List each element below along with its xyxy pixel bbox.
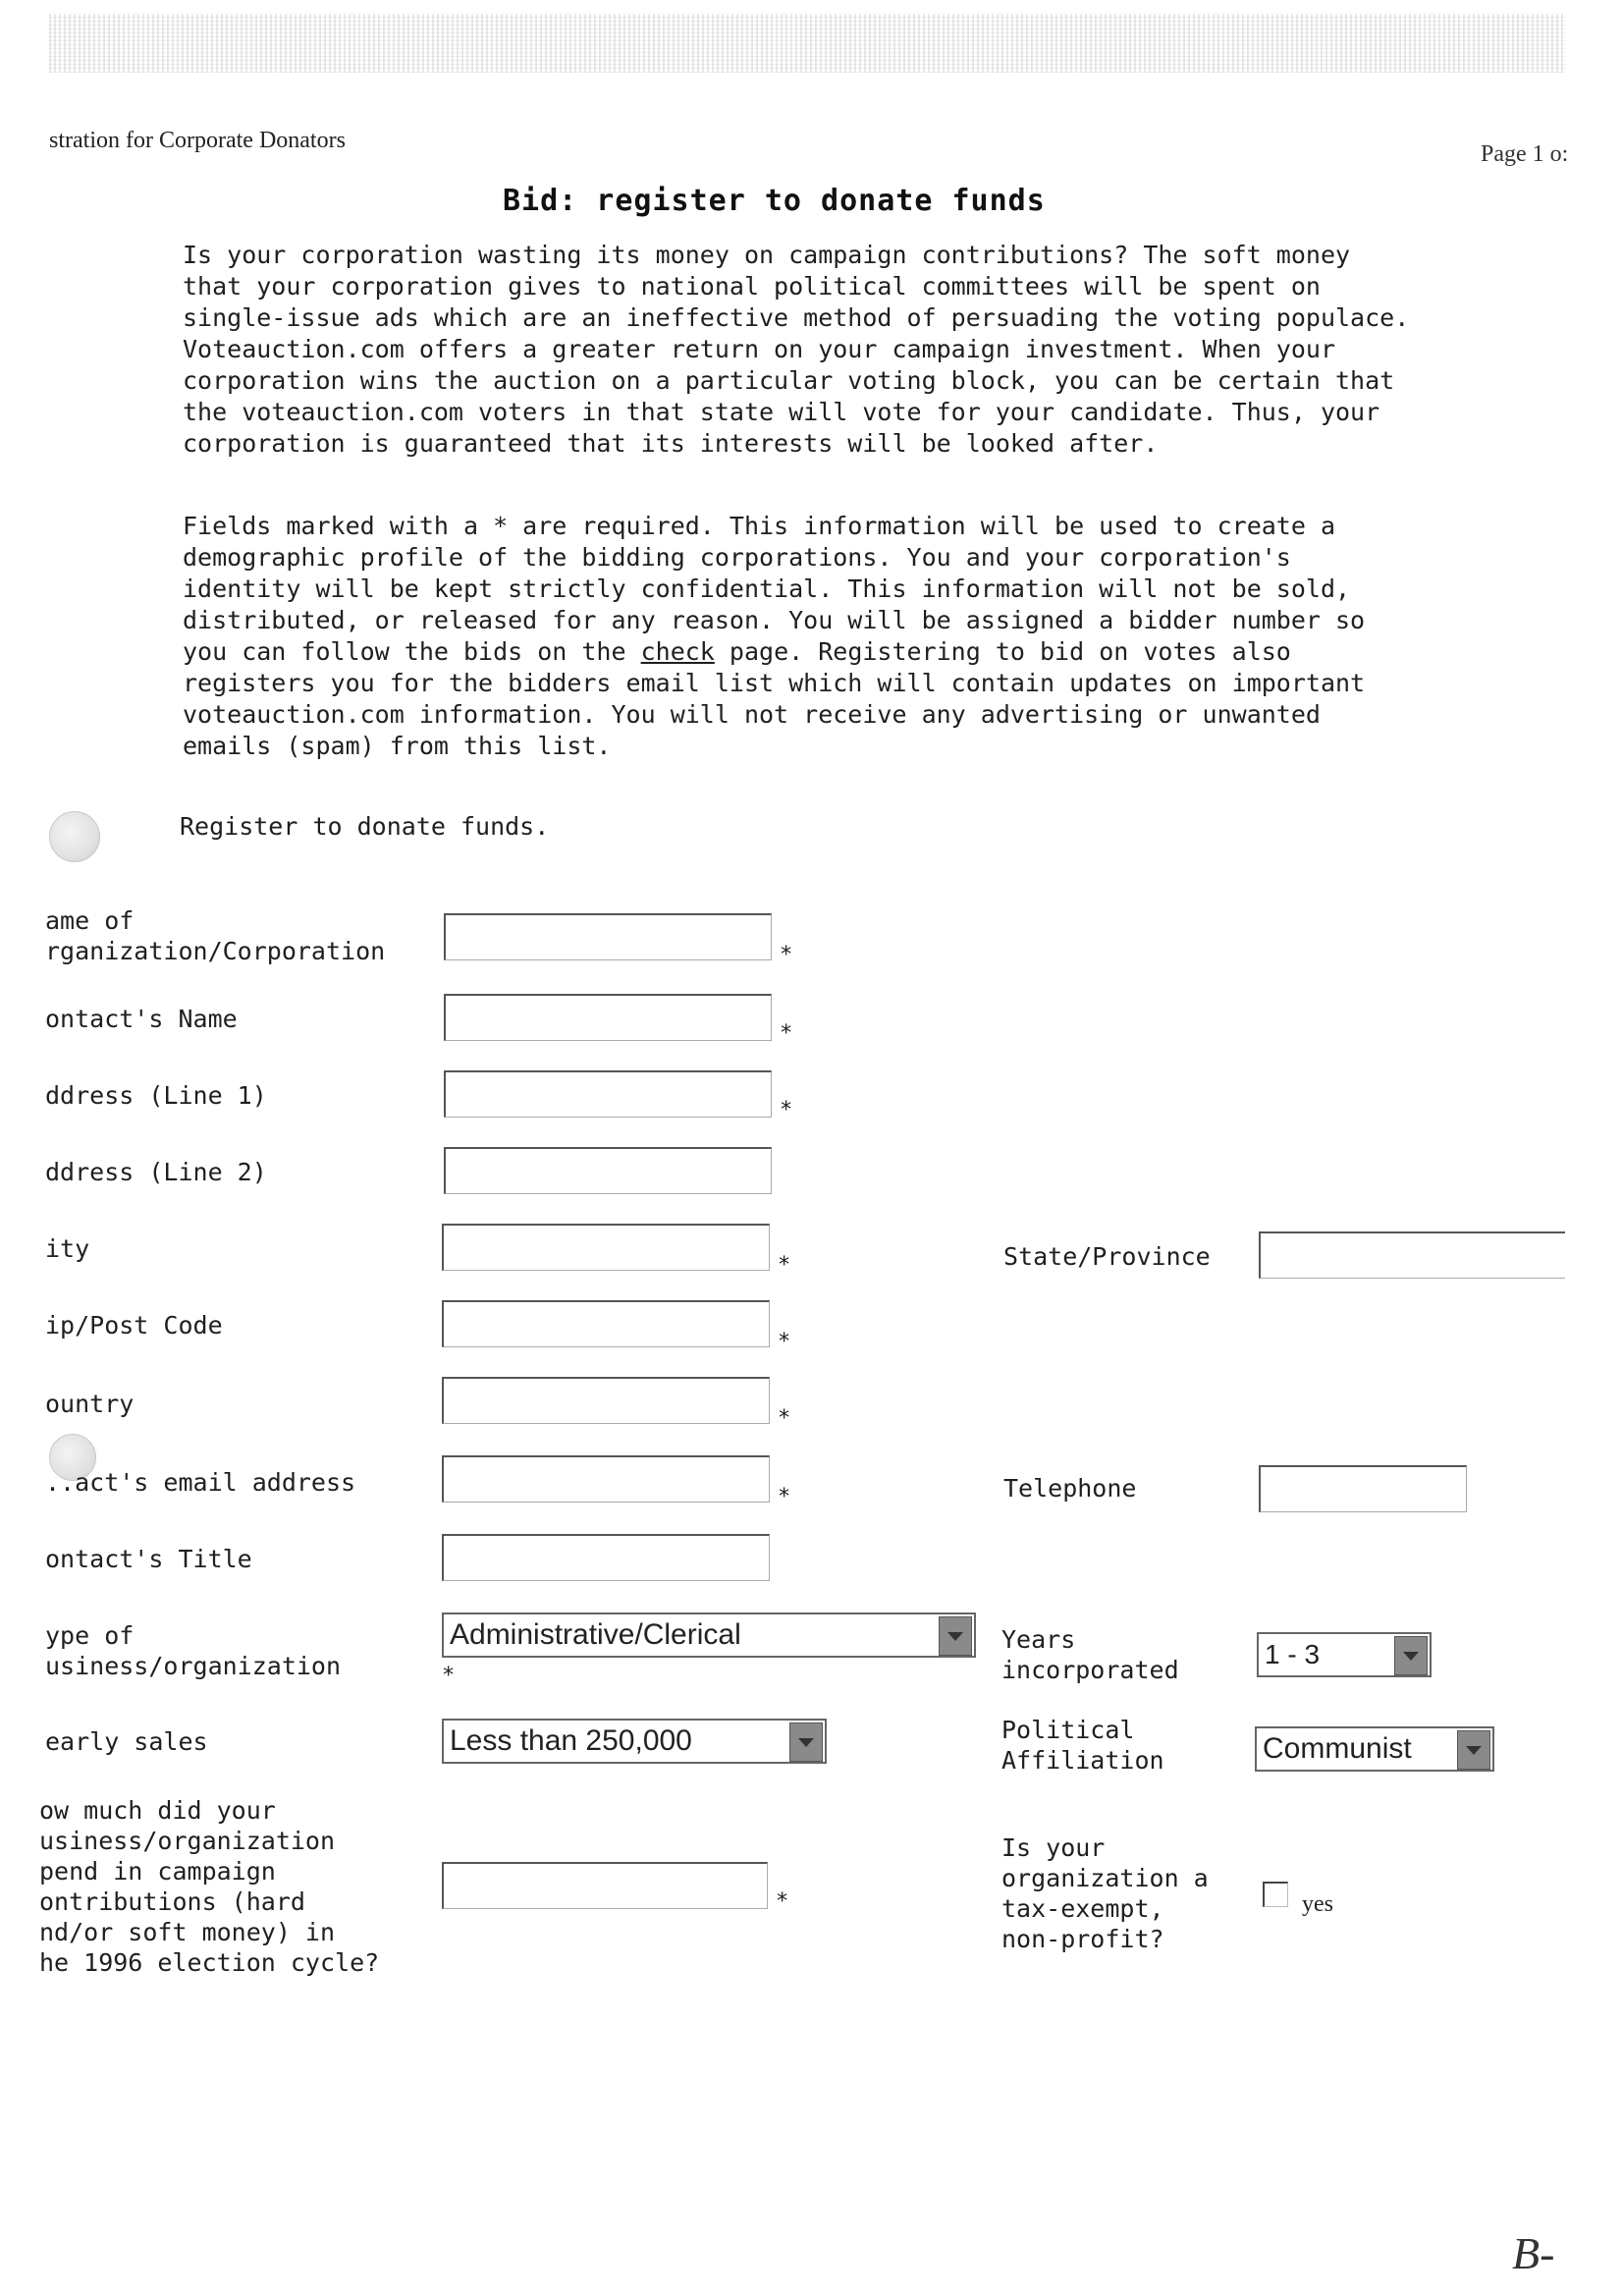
political-affiliation-select[interactable] xyxy=(1255,1726,1494,1772)
contact-title-input[interactable] xyxy=(442,1534,770,1581)
scan-noise xyxy=(49,14,1566,73)
document-header-title: stration for Corporate Donators xyxy=(49,128,346,153)
required-marker: * xyxy=(778,1253,791,1278)
contact-title-label: ontact's Title xyxy=(45,1545,252,1573)
state-label: State/Province xyxy=(1003,1242,1211,1271)
contact-name-label: ontact's Name xyxy=(45,1005,238,1033)
required-marker: * xyxy=(776,1889,789,1914)
tax-exempt-yes-label: yes xyxy=(1302,1891,1333,1917)
telephone-label: Telephone xyxy=(1003,1474,1137,1503)
yearly-sales-value: Less than 250,000 xyxy=(450,1724,692,1757)
org-name-input[interactable] xyxy=(444,913,772,960)
tax-exempt-checkbox[interactable] xyxy=(1263,1882,1288,1907)
yearly-sales-select[interactable] xyxy=(442,1719,827,1764)
zip-input[interactable] xyxy=(442,1300,770,1347)
punch-hole xyxy=(49,811,100,862)
register-line: Register to donate funds. xyxy=(180,812,550,841)
telephone-input[interactable] xyxy=(1259,1465,1467,1512)
city-input[interactable] xyxy=(442,1224,770,1271)
fields-text-1: Fields marked with a * are required. This information will be used to create a demographic profile of the bidding corporations. You and your corporation's identity will be kept strictly confidential. This information will not be sold, distributed, or released for any reason. You will be assigned a bidder number so you can follow the bids on the xyxy=(183,512,1366,666)
contact-name-input[interactable] xyxy=(444,994,772,1041)
page-number: Page 1 o: xyxy=(1481,141,1569,167)
fields-paragraph xyxy=(183,511,1420,762)
country-label: ountry xyxy=(45,1390,135,1418)
org-name-label: ame of rganization/Corporation xyxy=(45,906,386,965)
email-label: ..act's email address xyxy=(45,1468,356,1497)
fields-text-2: page. Registering to bid on votes also registers you for the bidders email list which will contain updates on important voteauction.com information. You will not receive any advertising or unwanted emails (spam) from this list. xyxy=(183,637,1366,760)
yearly-sales-label: early sales xyxy=(45,1727,208,1756)
campaign-spend-input[interactable] xyxy=(442,1862,768,1909)
address2-input[interactable] xyxy=(444,1147,772,1194)
page-title: Bid: register to donate funds xyxy=(503,184,1046,218)
check-link[interactable]: check xyxy=(640,637,715,666)
campaign-spend-label: ow much did your usiness/organization pend in campaign ontributions (hard nd/or soft money) in he 1996 election cycle? xyxy=(39,1796,380,1977)
required-marker: * xyxy=(778,1330,791,1354)
address1-input[interactable] xyxy=(444,1070,772,1118)
required-marker: * xyxy=(778,1406,791,1431)
required-marker: * xyxy=(780,1098,793,1122)
country-input[interactable] xyxy=(442,1377,770,1424)
political-affiliation-label: Political Affiliation xyxy=(1001,1716,1164,1775)
business-type-label: ype of usiness/organization xyxy=(45,1621,342,1680)
zip-label: ip/Post Code xyxy=(45,1311,223,1339)
dropdown-arrow-icon[interactable] xyxy=(1457,1730,1490,1770)
required-marker: * xyxy=(780,1021,793,1046)
state-input[interactable] xyxy=(1259,1231,1565,1279)
required-marker: * xyxy=(780,943,793,967)
dropdown-arrow-icon[interactable] xyxy=(1394,1636,1428,1675)
business-type-select[interactable] xyxy=(442,1613,976,1658)
city-label: ity xyxy=(45,1234,90,1263)
handwritten-initial: B- xyxy=(1512,2228,1555,2278)
email-input[interactable] xyxy=(442,1455,770,1503)
years-incorporated-label: Years incorporated xyxy=(1001,1625,1179,1684)
business-type-value: Administrative/Clerical xyxy=(450,1618,741,1651)
political-affiliation-value: Communist xyxy=(1263,1732,1412,1765)
years-incorporated-value: 1 - 3 xyxy=(1265,1639,1321,1669)
dropdown-arrow-icon[interactable] xyxy=(939,1616,972,1656)
address1-label: ddress (Line 1) xyxy=(45,1081,267,1110)
required-marker: * xyxy=(778,1485,791,1509)
years-incorporated-select[interactable] xyxy=(1257,1632,1432,1677)
address2-label: ddress (Line 2) xyxy=(45,1158,267,1186)
dropdown-arrow-icon[interactable] xyxy=(789,1722,823,1762)
required-marker: * xyxy=(442,1664,456,1688)
tax-exempt-label: Is your organization a tax-exempt, non-profit? xyxy=(1001,1833,1209,1953)
intro-paragraph: Is your corporation wasting its money on campaign contributions? The soft money that your corporation gives to national political committees will be spent on single-issue ads which are an ineffective method of persuading the voting populace. Voteauction.com offers a greater return on your campaign investment. When your corporation wins the auction on a particular voting block, you can be certain that the voteauction.com voters in that state will vote for your candidate. Thus, your corporation is guaranteed that its interests will be looked after. xyxy=(183,241,1410,458)
